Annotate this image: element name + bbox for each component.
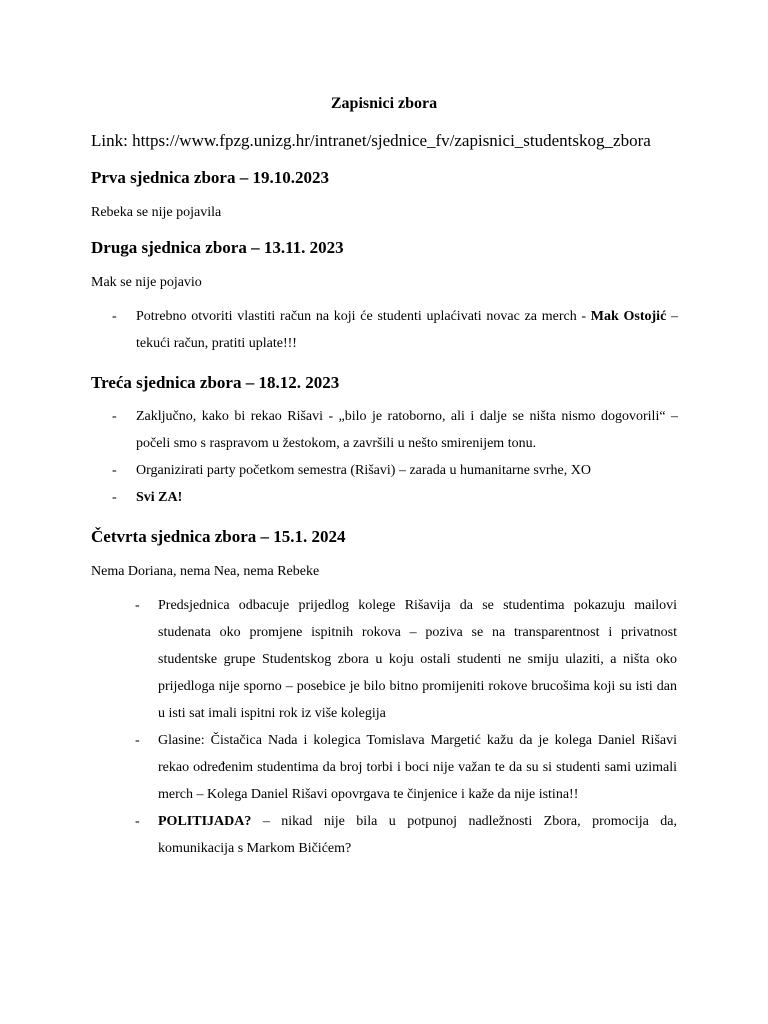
list-item bbox=[112, 484, 678, 511]
bullet-dash: - bbox=[112, 309, 117, 324]
bullet-dash: - bbox=[112, 409, 117, 424]
bullet-dash: - bbox=[112, 463, 117, 478]
item-text: Predsjednica odbacuje prijedlog kolege Rišavija da se studentima pokazuju mailovi studenata oko promjene ispitnih rokova – poziva se na transparentnost i privatnost studentske grupe Studentskog zbora u koju ostali studenti ne smiju ulaziti, a ništa oko prijedloga nije sporno – posebice je bilo bitno promijeniti rokove brucošima koji su isti dan u isti sat imali ispitni rok iz više kolegija bbox=[158, 598, 677, 721]
session-4-heading: Četvrta sjednica zbora – 15.1. 2024 bbox=[91, 527, 346, 546]
item-bold-text: Svi ZA! bbox=[136, 490, 183, 505]
bullet-dash: - bbox=[135, 598, 140, 613]
session-4-note: Nema Doriana, nema Nea, nema Rebeke bbox=[91, 564, 320, 579]
item-text-tail: – tekući račun, pratiti uplate!!! bbox=[136, 309, 679, 351]
list-item bbox=[135, 808, 677, 862]
session-2-heading: Druga sjednica zbora – 13.11. 2023 bbox=[91, 238, 344, 257]
item-text-tail: – nikad nije bila u potpunoj nadležnosti Zbora, promocija da, komunikacija s Markom Bičićem? bbox=[158, 814, 677, 856]
bullet-dash: - bbox=[112, 490, 117, 505]
session-4-list bbox=[135, 592, 677, 862]
list-item bbox=[112, 457, 678, 484]
list-item bbox=[112, 303, 678, 357]
item-text: Organizirati party početkom semestra (Rišavi) – zarada u humanitarne svrhe, XO bbox=[136, 463, 591, 478]
list-item bbox=[112, 403, 678, 457]
bullet-dash: - bbox=[135, 814, 140, 829]
item-text: Glasine: Čistačica Nada i kolegica Tomislava Margetić kažu da je kolega Daniel Rišavi rekao određenim studentima da broj torbi i boci nije važan te da su si studenti sami uzimali merch – Kolega Daniel Rišavi opovrgava te činjenice i kaže da nije istina!! bbox=[158, 733, 677, 802]
item-text: Potrebno otvoriti vlastiti račun na koji će studenti uplaćivati novac za merch - bbox=[136, 309, 591, 324]
document-title: Zapisnici zbora bbox=[330, 95, 438, 112]
session-3-list bbox=[112, 403, 678, 511]
list-item bbox=[135, 592, 677, 727]
session-2-note: Mak se nije pojavio bbox=[91, 275, 202, 290]
list-item bbox=[135, 727, 677, 808]
session-1-note: Rebeka se nije pojavila bbox=[91, 205, 222, 220]
item-bold-text: POLITIJADA? bbox=[158, 814, 252, 829]
session-2-list bbox=[112, 303, 678, 357]
item-text: Zaključno, kako bi rekao Rišavi - „bilo je ratoborno, ali i dalje se ništa nismo dogovorili“ – počeli smo s raspravom u žestokom, a završili u nešto smirenijem tonu. bbox=[136, 409, 678, 451]
session-3-heading: Treća sjednica zbora – 18.12. 2023 bbox=[91, 373, 340, 392]
item-bold-text: Mak Ostojić bbox=[590, 309, 667, 324]
session-1-heading: Prva sjednica zbora – 19.10.2023 bbox=[91, 168, 329, 187]
bullet-dash: - bbox=[135, 733, 140, 748]
document-link: Link: https://www.fpzg.unizg.hr/intranet/sjednice_fv/zapisnici_studentskog_zbora bbox=[91, 131, 651, 150]
